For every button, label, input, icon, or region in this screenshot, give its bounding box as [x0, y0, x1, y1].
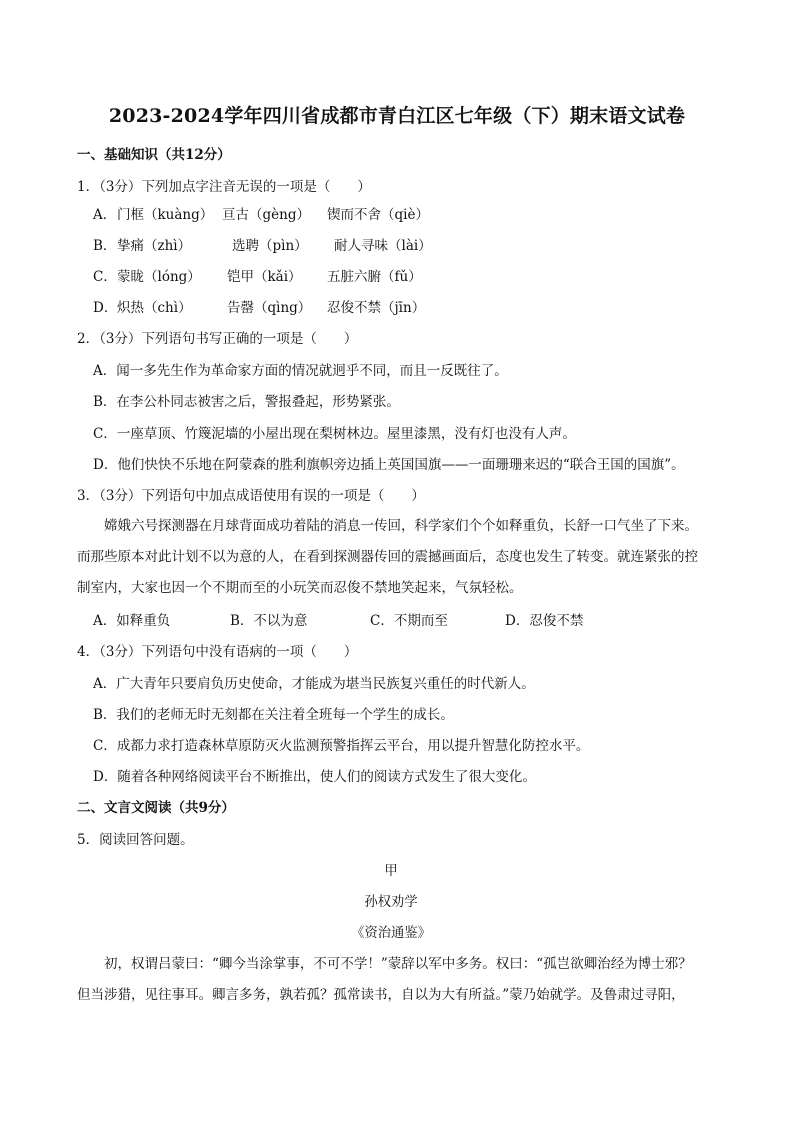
page-title: 2023-2024学年四川省成都市青白江区七年级（下）期末语文试卷 — [108, 105, 686, 127]
option-letter: B． — [93, 238, 117, 254]
question-5-stem: 5．阅读回答问题。 — [77, 832, 194, 848]
option-item: 忍俊不禁（jīn） — [327, 300, 426, 316]
question-3-option-c: C．不期而至 — [370, 613, 448, 629]
essay-text-line: 初，权谓吕蒙曰：“卿今当涂掌事，不可不学！”蒙辞以军中多务。权曰：“孤岂欲卿治经为博士邪？ — [77, 956, 692, 972]
question-3-passage-line: 而那些原本对此计划不以为意的人，在看到探测器传回的震撼画面后，态度也发生了转变。就连紧张的控 — [77, 549, 698, 565]
question-3-option-a: A．如释重负 — [93, 613, 171, 629]
section-heading-basics: 一、基础知识（共12分） — [77, 147, 231, 163]
section-heading-classical: 二、文言文阅读（共9分） — [77, 800, 235, 816]
option-item: 炽热（chì） — [117, 300, 192, 316]
option-item: 告罄（qìng） — [227, 300, 312, 316]
question-1-stem: 1．（3分）下列加点字注音无误的一项是（ ） — [77, 179, 371, 195]
option-item: 耐人寻味（lài） — [334, 238, 432, 254]
option-item: 锲而不舍（qiè） — [327, 207, 429, 223]
essay-source: 《资治通鉴》 — [351, 925, 431, 941]
option-item: 铠甲（kǎi） — [227, 269, 302, 285]
option-letter: D． — [93, 300, 118, 316]
question-4-option-d: D．随着各种网络阅读平台不断推出，使人们的阅读方式发生了很大变化。 — [93, 769, 536, 785]
question-2-option-a: A．闻一多先生作为革命家方面的情况就迥乎不同，而且一反既往了。 — [93, 363, 508, 379]
question-2-stem: 2．（3分）下列语句书写正确的一项是（ ） — [77, 331, 358, 347]
passage-label: 甲 — [384, 863, 398, 879]
option-letter: A． — [93, 207, 117, 223]
option-item: 门框（kuàng） — [117, 207, 214, 223]
question-2-option-b: B．在李公朴同志被害之后，警报叠起，形势紧张。 — [93, 394, 400, 410]
question-4-option-c: C．成都力求打造森林草原防灭火监测预警指挥云平台，用以提升智慧化防控水平。 — [93, 738, 590, 754]
question-3-option-d: D．忍俊不禁 — [505, 613, 584, 629]
question-3-passage-line: 制室内，大家也因一个不期而至的小玩笑而忍俊不禁地笑起来，气氛轻松。 — [77, 580, 523, 596]
question-3-stem: 3．（3分）下列语句中加点成语使用有误的一项是（ ） — [77, 488, 425, 504]
option-item: 蒙眬（lóng） — [117, 269, 201, 285]
option-item: 选聘（pìn） — [232, 238, 308, 254]
essay-text-line: 但当涉猎，见往事耳。卿言多务，孰若孤？孤常读书，自以为大有所益。”蒙乃始就学。及鲁肃过寻阳， — [77, 987, 685, 1003]
option-item: 亘古（gèng） — [222, 207, 310, 223]
question-4-option-a: A．广大青年只要肩负历史使命，才能成为堪当民族复兴重任的时代新人。 — [93, 676, 535, 692]
option-item: 五脏六腑（fǔ） — [327, 269, 422, 285]
question-4-stem: 4．（3分）下列语句中没有语病的一项（ ） — [77, 644, 358, 660]
option-item: 挚痛（zhì） — [117, 238, 192, 254]
question-2-option-d: D．他们快快不乐地在阿蒙森的胜利旗帜旁边插上英国国旗——一面珊珊来迟的“联合王国的国旗”。 — [93, 457, 685, 473]
question-3-passage-line: 嫦娥六号探测器在月球背面成功着陆的消息一传回，科学家们个个如释重负，长舒一口气坐了下来。 — [77, 518, 698, 534]
question-2-option-c: C．一座草顶、竹篾泥墙的小屋出现在梨树林边。屋里漆黑，没有灯也没有人声。 — [93, 426, 576, 442]
option-letter: C． — [93, 269, 117, 285]
question-3-option-b: B．不以为意 — [230, 613, 308, 629]
essay-title: 孙权劝学 — [364, 894, 418, 910]
question-4-option-b: B．我们的老师无时无刻都在关注着全班每一个学生的成长。 — [93, 707, 454, 723]
